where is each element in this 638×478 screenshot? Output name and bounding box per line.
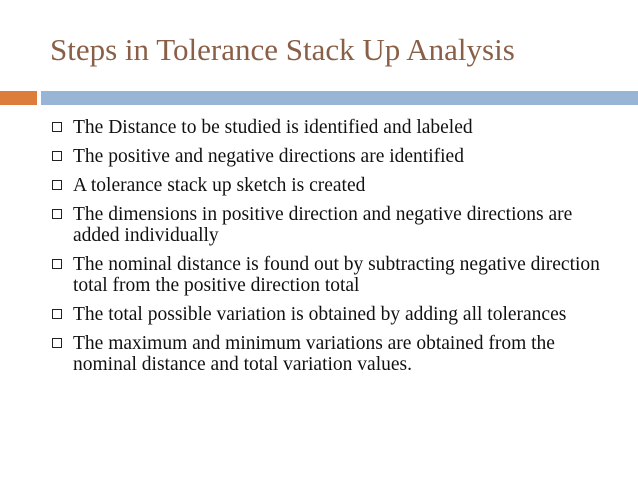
accent-bar (0, 91, 37, 105)
title-underline-bar (41, 91, 638, 105)
bullet-item (49, 254, 619, 296)
bullet-text: The Distance to be studied is identified and labeled (73, 117, 473, 138)
bullet-item (49, 117, 619, 138)
bullet-text: The total possible variation is obtained by adding all tolerances (73, 304, 567, 325)
hollow-square-icon (52, 122, 62, 132)
hollow-square-icon (52, 209, 62, 219)
bullet-item (49, 175, 619, 196)
bullet-text: The dimensions in positive direction and negative directions are added individually (73, 204, 573, 246)
bullet-item (49, 304, 619, 325)
bullet-item (49, 204, 619, 246)
bullet-list (49, 117, 619, 383)
bullet-item (49, 146, 619, 167)
bullet-text: The maximum and minimum variations are obtained from the nominal distance and total variation values. (73, 333, 555, 375)
bullet-text: The positive and negative directions are identified (73, 146, 464, 167)
bullet-text: A tolerance stack up sketch is created (73, 175, 366, 196)
hollow-square-icon (52, 180, 62, 190)
hollow-square-icon (52, 338, 62, 348)
bullet-item (49, 333, 619, 375)
slide-title: Steps in Tolerance Stack Up Analysis (50, 32, 515, 67)
hollow-square-icon (52, 309, 62, 319)
bullet-text: The nominal distance is found out by subtracting negative direction total from the positive direction total (73, 254, 600, 296)
hollow-square-icon (52, 151, 62, 161)
hollow-square-icon (52, 259, 62, 269)
